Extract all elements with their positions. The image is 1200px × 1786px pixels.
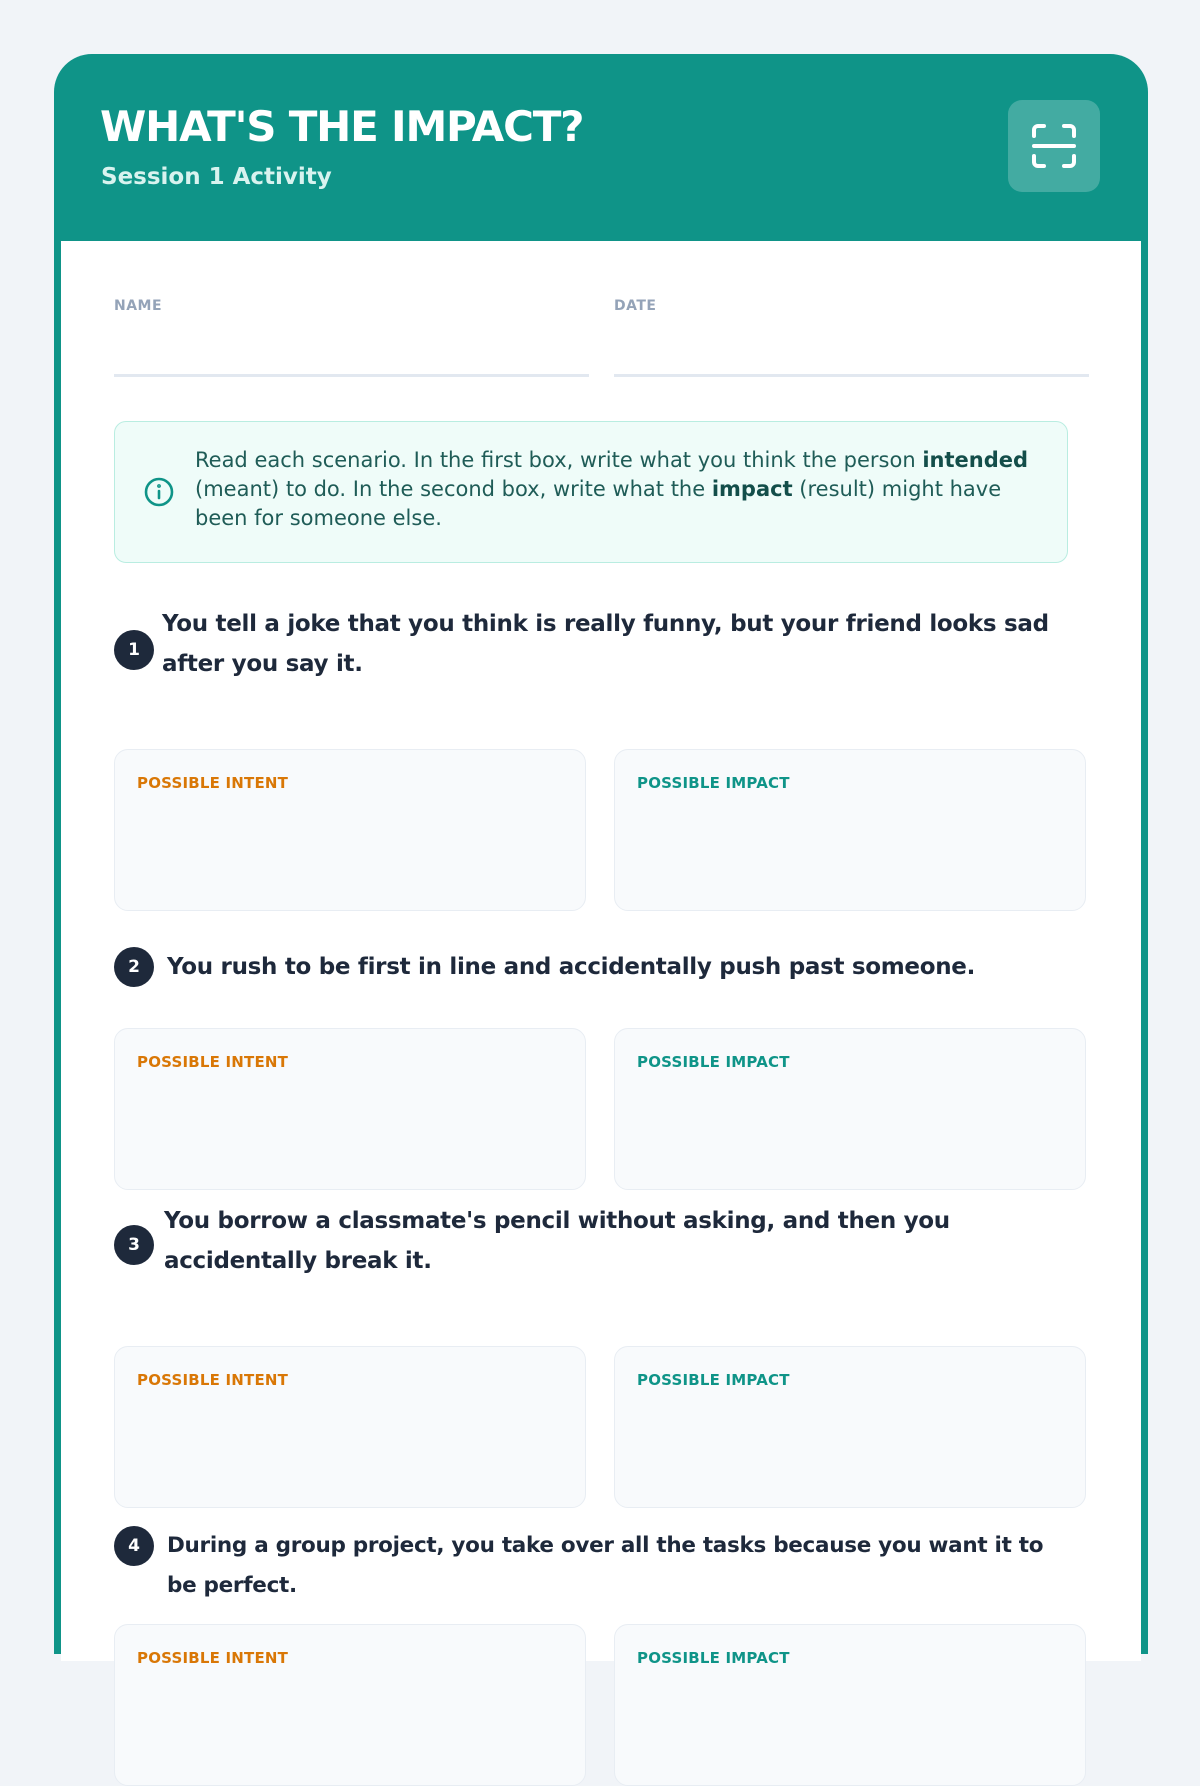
info-icon [143,476,175,508]
scenario-text: You borrow a classmate's pencil without asking, and then you accidentally break it. [164,1208,950,1274]
scan-button[interactable] [1008,100,1100,192]
instructions-emphasis-intended: intended [922,448,1028,472]
scan-icon [1030,122,1078,170]
name-label: NAME [114,298,163,314]
page-title: WHAT'S THE IMPACT? [100,102,584,151]
impact-label: POSSIBLE IMPACT [637,1371,790,1389]
intent-answer-box[interactable] [114,1346,586,1508]
intent-label: POSSIBLE INTENT [137,1371,289,1389]
instructions-text [195,446,1055,533]
page-subtitle: Session 1 Activity [101,164,332,190]
impact-label: POSSIBLE IMPACT [637,774,790,792]
instructions-part: Read each scenario. In the first box, write what you think the person [195,448,923,472]
scenario-number: 3 [114,1225,154,1265]
impact-answer-box[interactable] [614,1624,1086,1786]
instructions-emphasis-impact: impact [711,477,793,501]
date-label: DATE [614,298,657,314]
instructions-part: (meant) to do. In the second box, write what the [195,477,712,501]
intent-label: POSSIBLE INTENT [137,774,289,792]
scenario-number: 1 [114,630,154,670]
header [54,54,1148,241]
scenario-number: 2 [114,947,154,987]
instructions-box [114,421,1068,563]
instructions-part: (result) might have been for someone else. [195,477,1002,530]
impact-answer-box[interactable] [614,1028,1086,1190]
scenario-text: During a group project, you take over all the tasks because you want it to be perfect. [167,1533,1044,1598]
intent-label: POSSIBLE INTENT [137,1649,289,1667]
impact-answer-box[interactable] [614,749,1086,911]
impact-answer-box[interactable] [614,1346,1086,1508]
intent-label: POSSIBLE INTENT [137,1053,289,1071]
intent-answer-box[interactable] [114,749,586,911]
impact-label: POSSIBLE IMPACT [637,1649,790,1667]
date-line [614,374,1089,377]
impact-label: POSSIBLE IMPACT [637,1053,790,1071]
intent-answer-box[interactable] [114,1624,586,1786]
worksheet [54,54,1148,1667]
scenario-text: You tell a joke that you think is really funny, but your friend looks sad after you say it. [162,611,1049,677]
intent-answer-box[interactable] [114,1028,586,1190]
scenario-text: You rush to be first in line and accidentally push past someone. [167,954,976,980]
worksheet-body [61,241,1141,1667]
scenario-number: 4 [114,1526,154,1566]
name-line [114,374,589,377]
